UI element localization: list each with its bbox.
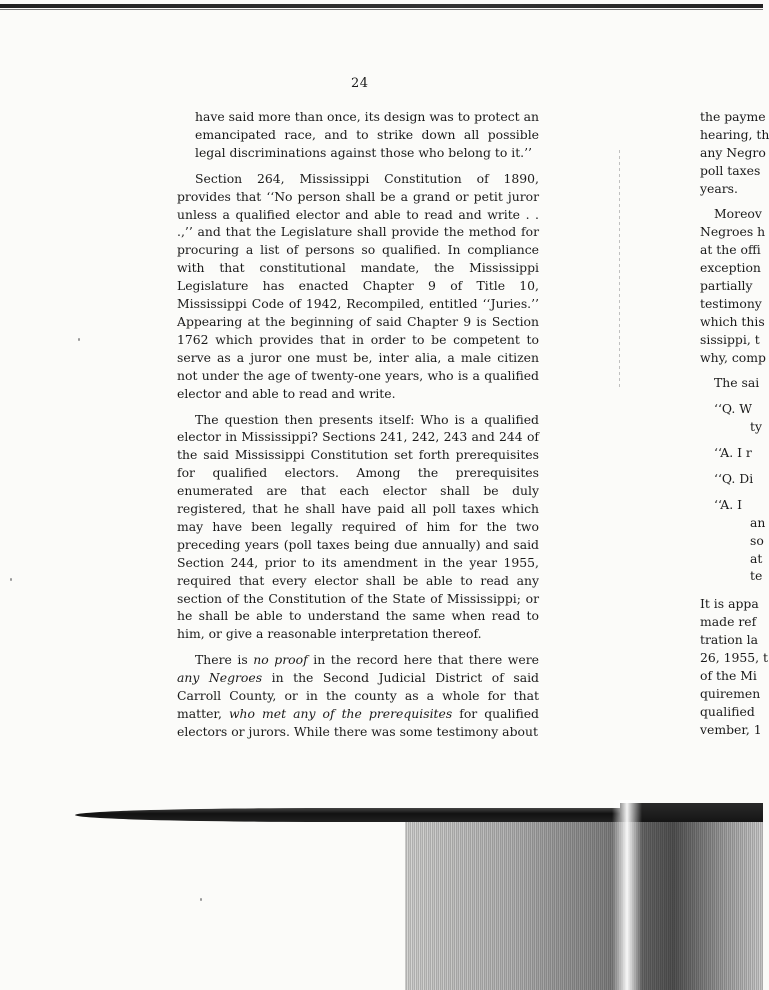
paragraph-gap	[700, 488, 763, 496]
bottom-scan-edge	[75, 808, 695, 822]
top-scan-border-thin	[0, 9, 763, 10]
top-scan-border	[0, 4, 763, 8]
text-line: any Negro	[700, 144, 766, 160]
text-run: There is	[195, 652, 254, 668]
page-fold-line	[619, 150, 620, 390]
testimony-line: ‘‘A. I	[714, 496, 742, 512]
binding-glare	[612, 800, 642, 990]
right-text-column-cropped	[700, 108, 769, 739]
emphasis-text: no proof	[253, 652, 308, 668]
paragraph-gap	[700, 585, 763, 595]
scan-speck	[200, 898, 202, 901]
text-line: the payme	[700, 109, 766, 124]
testimony-line: so	[750, 532, 764, 548]
scan-speck	[10, 578, 12, 581]
book-binding-shadow	[405, 822, 763, 990]
text-line: years.	[700, 180, 738, 196]
testimony-line: at	[750, 550, 763, 566]
testimony-line: ‘‘Q. W	[714, 401, 753, 417]
paragraph-no-proof	[177, 651, 539, 741]
text-line: It is appa	[700, 596, 759, 612]
text-line: testimony	[700, 295, 762, 311]
testimony-line: ‘‘Q. Di	[714, 471, 754, 487]
text-line: 26, 1955, t	[700, 650, 769, 666]
paragraph-gap	[700, 392, 763, 400]
text-line: made ref	[700, 614, 757, 630]
testimony-line: ty	[750, 419, 762, 435]
text-line: of the Mi	[700, 667, 757, 683]
text-line: sissippi, t	[700, 331, 760, 347]
text-line: exception	[700, 260, 761, 276]
emphasis-text: any Negroes	[177, 670, 263, 686]
text-run: in the Second Judicial District of said Carroll County, or in the county as a whole for that matter,	[177, 670, 539, 721]
text-line: Moreov	[714, 206, 762, 222]
page-number: 24	[351, 76, 369, 91]
paragraph-gap	[700, 436, 763, 444]
text-line: quiremen	[700, 685, 761, 701]
text-line: hearing, th	[700, 126, 769, 142]
text-line: partially	[700, 278, 753, 294]
text-line: qualified	[700, 703, 755, 719]
emphasis-text: who met any of the prerequisites	[228, 706, 453, 721]
paragraph-quote-end: have said more than once, its design was to protect an emancipated race, and to strike down all possible legal discriminations against those who belong to it.’’	[195, 109, 539, 160]
text-line: tration la	[700, 632, 758, 648]
testimony-line: an	[750, 514, 766, 530]
testimony-line: te	[750, 568, 763, 584]
text-line: Negroes h	[700, 224, 766, 240]
text-line: vember, 1	[700, 721, 762, 737]
paragraph-section-264: Section 264, Mississippi Constitution of 1890, provides that ‘‘No person shall be a grand or petit juror unless a qualified elector and able to read and write . . .,’’ and that the Legislature shall provide the method for procuring a list of persons so qualified. In compliance with that constitutional mandate, the Mississippi Legislature has enacted Chapter 9 of Title 10, Mississippi Code of 1942, Recompiled, entitled ‘‘Juries.’’ Appearing at the beginning of said Chapter 9 is Section 1762 which provides that in order to be competent to serve as a juror one must be, inter alia, a male citizen not under the age of twenty-one years, who is a qualified elector and able to read and write.	[177, 170, 539, 401]
text-line: poll taxes	[700, 162, 761, 178]
paragraph-gap	[700, 197, 763, 205]
paragraph-gap	[700, 366, 763, 374]
text-line: The sai	[714, 375, 760, 391]
text-run: for qualified electors or jurors. While there was some testimony about	[177, 706, 539, 739]
text-line: which this	[700, 313, 765, 329]
scan-speck	[78, 338, 80, 341]
paragraph-qualified-elector: The question then presents itself: Who is a qualified elector in Mississippi? Sections 241, 242, 243 and 244 of the said Mississippi Constitution set forth prerequisites for qualified electors. Among the prerequisites enumerated are that each elector shall be duly registered, that he shall have paid all poll taxes which may have been legally required of him for the two preceding years (poll taxes being due annually) and said Section 244, prior to its amendment in the year 1955, required that every elector shall be able to read any section of the Constitution of the State of Mississippi; or he shall be able to understand the same when read to him, or give a reasonable interpretation thereof.	[177, 411, 539, 642]
text-line: at the offi	[700, 242, 761, 258]
left-text-column	[177, 108, 539, 749]
paragraph-gap	[700, 462, 763, 470]
text-line: why, comp	[700, 349, 766, 365]
text-run: in the record here that there were	[307, 652, 539, 668]
testimony-line: ‘‘A. I r	[714, 445, 752, 461]
